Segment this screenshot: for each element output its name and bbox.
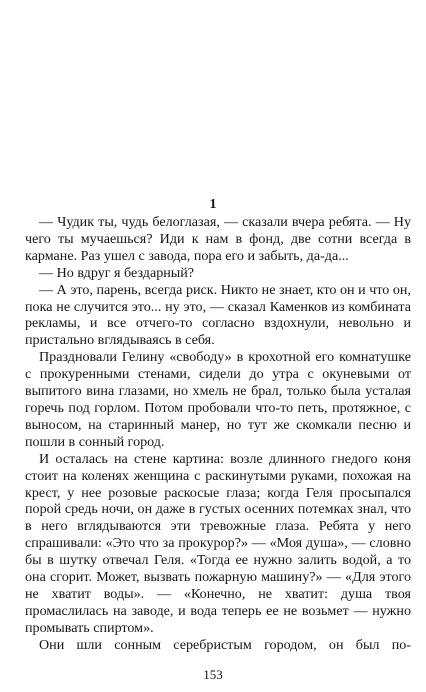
body-text: [25, 214, 411, 654]
chapter-number: 1: [209, 197, 217, 212]
paragraph: — Чудик ты, чудь белоглазая, — сказали вчера ребята. — Ну чего ты мучаешься? Иди к нам в фонд, две сотни всегда в кармане. Раз ушел с завода, пора его и забыть, да-да...: [25, 214, 411, 264]
paragraph: — Но вдруг я бездарный?: [39, 264, 195, 281]
paragraph: Праздновали Гелину «свободу» в крохотной его комнатушке с прокуренными стенами, сидели до утра с окуневыми от выпитого вина глазами, но хмель не брал, только была усталая горечь под горлом. Потом пробовали что-то петь, протяжное, с выносом, на старинный манер, но тут же скомкали песню и пошли в сонный город.: [25, 349, 411, 450]
paragraph: И осталась на стене картина: возле длинного гнедого коня стоит на коленях женщина с раскинутыми руками, похожая на крест, у нее розовые раскосые глаза; когда Геля просыпался порой средь ночи, он даже в густых осенних потемках знал, что в него вглядываются эти тревожные глаза. Ребята у него спрашивали: «Это что за прокурор?» — «Моя душа», — словно бы в шутку отвечал Геля. «Тогда ее нужно залить водой, а то она сгорит. Может, вызвать пожарную машину?» — «Для этого не хватит воды». — «Конечно, не хватит: душа твоя промаслилась на заводе, и вода теперь ее не возьмет — нужно промывать спиртом».: [25, 450, 411, 636]
paragraph: — А это, парень, всегда риск. Никто не знает, кто он и что он, пока не случится это... ну это, — сказал Каменков из комбината рекламы, и все отчего-то согласно вздохнули, невольно и пристально вглядываясь в себя.: [25, 281, 411, 349]
page-number: 153: [203, 667, 223, 682]
paragraph: Они шли сонным серебристым городом, он был по-: [39, 636, 411, 653]
